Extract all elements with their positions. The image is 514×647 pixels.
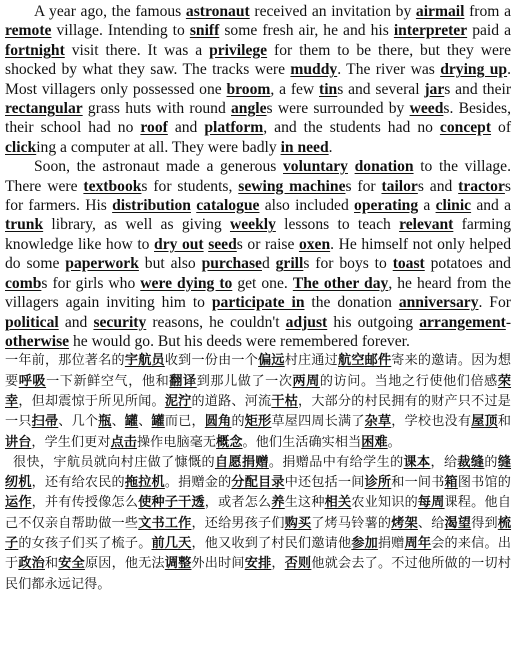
keyword: 两周 (292, 373, 320, 389)
keyword: jar (424, 80, 445, 98)
keyword: 瓶 (98, 414, 112, 430)
keyword: donation (354, 158, 414, 176)
keyword: oxen (298, 235, 331, 253)
keyword: relevant (399, 216, 454, 234)
keyword: 购买 (284, 515, 312, 531)
chinese-translation (5, 351, 511, 595)
keyword: voluntary (283, 158, 348, 176)
keyword: tin (319, 80, 338, 98)
keyword: 呼吸 (18, 373, 47, 389)
keyword: 杂草 (364, 414, 392, 430)
keyword: 周年 (404, 535, 432, 551)
keyword: 裁缝 (457, 454, 485, 470)
keyword: 扫帚 (31, 414, 59, 430)
english-paragraph-1: A year ago, the famous astronaut received an invitation by airmail from a remote village. Intending to sniff some fresh air, he and his interpreter paid a fortnight visit there. It was a privilege for them to be there, but they were shocked by what they saw. The tracks were muddy. The river was drying up. Most villagers only possessed one broom, a few tins and several jars and their rectangular grass huts with round angles were surrounded by weeds. Besides, their school had no roof and platform, and the students had no concept of clicking a computer at all. They were badly in need. (5, 3, 512, 156)
keyword: 参加 (351, 535, 378, 551)
keyword: 调整 (164, 556, 192, 572)
keyword: rectangular (5, 100, 83, 118)
keyword: 干枯 (271, 393, 299, 409)
english-paragraph-2: Soon, the astronaut made a generous voluntary donation to the village. There were textbooks for students, sewing machines for tailors and tractors for farmers. His distribution catalogue also included operating a clinic and a trunk library, as well as giving weekly lessons to teach relevant farming knowledge like how to dry out seeds or raise oxen. He himself not only helped do some paperwork but also purchased grills for boys to toast potatoes and combs for girls who were dying to get one. The other day, he heard from the villagers again inviting him to participate in the donation anniversary. For political and security reasons, he couldn't adjust his outgoing arrangement-otherwise he would go. But his deeds were remembered forever. (5, 158, 512, 350)
keyword: privilege (209, 41, 268, 59)
keyword: 拖拉机 (124, 475, 165, 491)
keyword: 诊所 (364, 475, 392, 491)
keyword: roof (140, 119, 168, 137)
keyword: click (5, 138, 37, 156)
keyword: 荣幸 (5, 373, 512, 409)
keyword: 泥泞 (164, 393, 192, 409)
keyword: 矩形 (244, 414, 272, 430)
keyword: purchase (201, 255, 262, 273)
keyword: in need (280, 138, 329, 156)
keyword: 屋顶 (471, 414, 498, 430)
keyword: concept (439, 119, 492, 137)
keyword: 课本 (403, 454, 431, 470)
keyword: 梳子 (5, 515, 512, 551)
keyword: 偏远 (258, 353, 285, 369)
keyword: 航空邮件 (338, 353, 392, 369)
keyword: 养 (271, 495, 285, 511)
keyword: adjust (285, 313, 328, 331)
keyword: 否则 (284, 556, 312, 572)
keyword: 自愿 (215, 454, 242, 470)
keyword: 罐 (151, 414, 165, 430)
keyword: 安排 (244, 556, 272, 572)
keyword: drying up (440, 61, 508, 79)
keyword: 使种子干透 (138, 495, 205, 511)
keyword: comb (5, 274, 42, 292)
keyword: interpreter (393, 22, 468, 40)
keyword: paperwork (65, 255, 139, 273)
keyword: operating (354, 197, 419, 215)
keyword: 每周 (417, 495, 445, 511)
keyword: 分配 (231, 475, 259, 491)
keyword: astronaut (185, 3, 250, 20)
keyword: trunk (5, 216, 44, 234)
keyword: political (5, 313, 59, 331)
keyword: 点击 (110, 434, 137, 450)
keyword: weekly (229, 216, 276, 234)
keyword: 相关 (324, 495, 352, 511)
keyword: sniff (189, 22, 220, 40)
keyword: 概念 (216, 434, 243, 450)
keyword: 运作 (5, 495, 32, 511)
keyword: 政治 (18, 556, 45, 572)
keyword: 烤架 (391, 515, 418, 531)
keyword: weed (409, 100, 444, 118)
keyword: were dying to (140, 274, 233, 292)
keyword: distribution (112, 197, 191, 215)
keyword: 罐 (124, 414, 139, 430)
keyword: 前几天 (151, 535, 192, 551)
keyword: 讲台 (5, 434, 32, 450)
keyword: 困难 (361, 434, 388, 450)
keyword: broom (226, 80, 271, 98)
keyword: participate in (211, 294, 305, 312)
keyword: catalogue (196, 197, 260, 215)
keyword: 捐赠 (241, 454, 269, 470)
keyword: angle (231, 100, 267, 118)
english-passage (5, 2, 511, 351)
keyword: 文书工作 (138, 515, 192, 531)
keyword: tractor (458, 177, 505, 195)
keyword: 目录 (258, 475, 285, 491)
keyword: sewing machine (238, 177, 346, 195)
keyword: 箱 (444, 475, 458, 491)
chinese-paragraph-1: 一年前，那位著名的宇航员收到一份由一个偏远村庄通过航空邮件寄来的邀请。因为想要呼吸一下新鲜空气，他和翻译到那儿做了一次两周的访问。当地之行使他们倍感荣幸，但却震惊于所见所闻。泥泞的道路、河流干枯，大部分的村民拥有的财产只不过是一只扫帚、几个瓶、罐、罐而已，圆角的矩形草屋四周长满了杂草，学校也没有屋顶和讲台，学生们更对点击操作电脑毫无概念。他们生活确实相当困难。 (5, 353, 512, 450)
chinese-paragraph-2: 很快，宇航员就向村庄做了慷慨的自愿捐赠。捐赠品中有给学生的课本，给裁缝的缝纫机，还有给农民的拖拉机。捐赠金的分配目录中还包括一间诊所和一间书箱图书馆的运作，并有传授像怎么使种子干透，或者怎么养生这种相关农业知识的每周课程。他自己不仅亲自帮助做一些文书工作，还给男孩子们购买了烤马铃薯的烤架、给渴望得到梳子的女孩子们买了梳子。前几天，他又收到了村民们邀请他参加捐赠周年会的来信。出于政治和安全原因，他无法调整外出时间安排，否则他就会去了。不过他所做的一切村民们都永远记得。 (5, 454, 512, 592)
keyword: The other day (292, 274, 389, 292)
keyword: otherwise (5, 332, 70, 350)
keyword: muddy (290, 61, 338, 79)
keyword: seed (208, 235, 237, 253)
keyword: airmail (415, 3, 465, 20)
keyword: platform (204, 119, 264, 137)
keyword: 渴望 (444, 515, 472, 531)
keyword: fortnight (5, 41, 65, 59)
keyword: 安全 (58, 556, 85, 572)
keyword: arrangement (419, 313, 506, 331)
keyword: 翻译 (169, 373, 197, 389)
keyword: 缝纫机 (5, 454, 512, 491)
keyword: grill (275, 255, 304, 273)
keyword: clinic (435, 197, 472, 215)
keyword: textbook (83, 177, 142, 195)
keyword: dry out (154, 235, 204, 253)
keyword: anniversary (398, 294, 479, 312)
keyword: security (93, 313, 147, 331)
keyword: 圆角 (204, 414, 232, 430)
keyword: remote (5, 22, 52, 40)
keyword: tailor (381, 177, 418, 195)
keyword: 宇航员 (124, 353, 165, 369)
keyword: toast (392, 255, 425, 273)
